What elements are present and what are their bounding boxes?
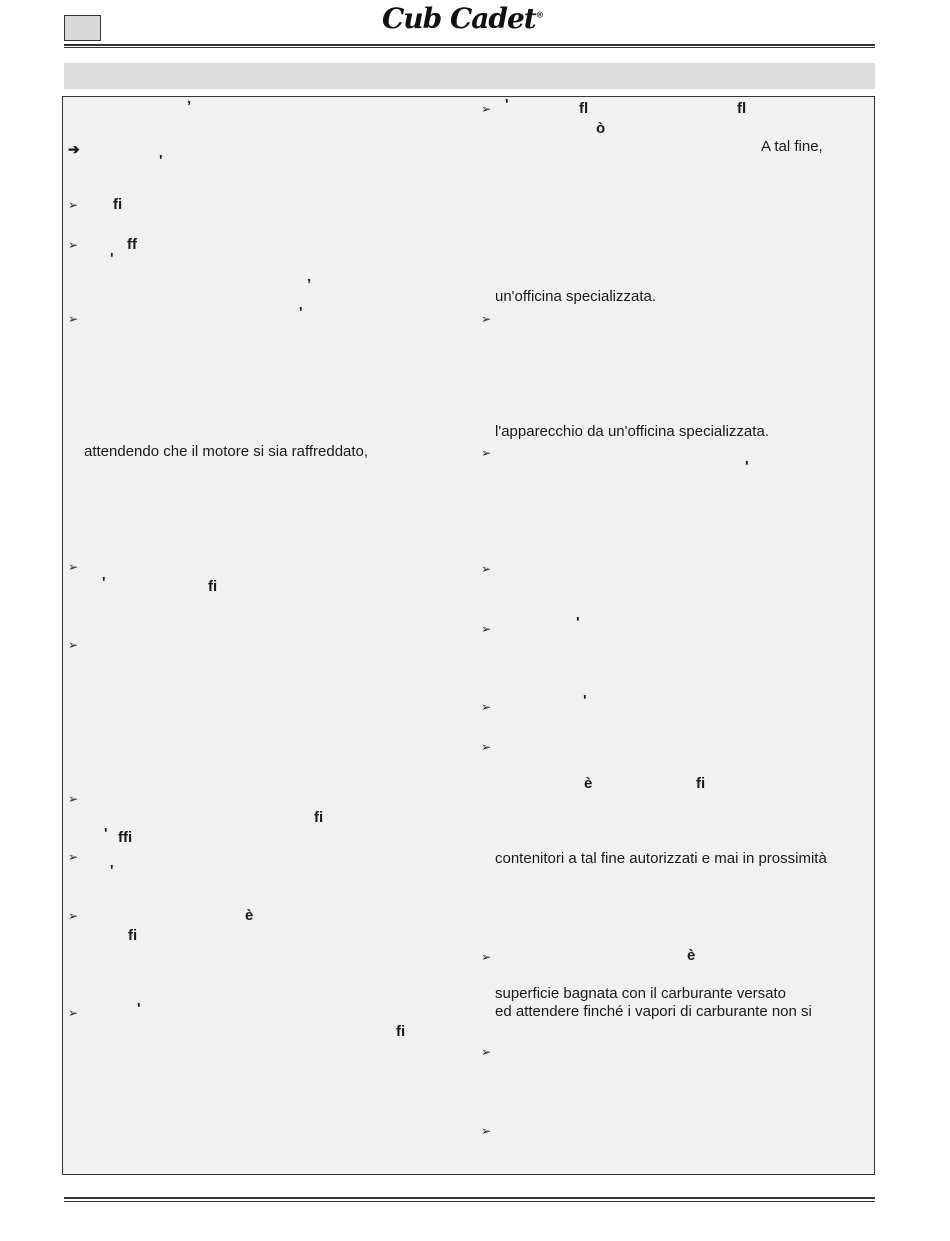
bullet-icon: ➢ [68, 909, 79, 923]
bullet-icon: ➢ [481, 312, 492, 326]
bullet-icon: ➢ [481, 1045, 492, 1059]
header-rule [64, 44, 875, 46]
left-fragment: fi [113, 196, 123, 213]
bullet-icon: ➢ [68, 238, 79, 252]
right-fragment: ' [505, 96, 509, 113]
footer-rule [64, 1197, 875, 1199]
right-fragment: fi [696, 775, 706, 792]
left-text-line: attendendo che il motore si sia raffreddato, [84, 443, 369, 460]
left-fragment: ’ [187, 98, 192, 115]
left-fragment: ' [104, 825, 108, 842]
right-text-line: l'apparecchio da un'officina specializzata. [495, 423, 769, 440]
right-fragment: fl [579, 100, 589, 117]
bullet-icon: ➢ [481, 700, 492, 714]
bullet-icon: ➢ [481, 950, 492, 964]
left-fragment: fi [128, 927, 138, 944]
right-text-line: superficie bagnata con il carburante versato [495, 985, 787, 1002]
left-fragment: fi [208, 578, 218, 595]
page-number-box [64, 15, 101, 41]
right-fragment: ' [583, 692, 587, 709]
bullet-icon: ➢ [68, 560, 79, 574]
brand-logo: Cub Cadet® [382, 2, 543, 35]
left-fragment: fi [396, 1023, 406, 1040]
left-fragment: ' [299, 304, 303, 321]
left-fragment: fi [314, 809, 324, 826]
bullet-icon: ➢ [481, 622, 492, 636]
left-fragment: ' [110, 250, 114, 267]
bullet-icon: ➢ [68, 792, 79, 806]
bullet-icon: ➢ [481, 446, 492, 460]
right-fragment: è [584, 775, 593, 792]
left-fragment: ffi [118, 829, 133, 846]
bullet-icon: ➢ [481, 102, 492, 116]
right-fragment: fl [737, 100, 747, 117]
bullet-icon: ➢ [68, 312, 79, 326]
left-fragment: ' [137, 1000, 141, 1017]
right-text-line: un'officina specializzata. [495, 288, 657, 305]
bullet-icon: ➢ [68, 1006, 79, 1020]
bullet-icon: ➢ [68, 638, 79, 652]
bullet-icon: ➢ [68, 850, 79, 864]
left-fragment: ' [110, 862, 114, 879]
left-fragment: ' [159, 152, 163, 169]
arrow-icon: ➔ [68, 141, 80, 157]
right-fragment: ' [745, 458, 749, 475]
right-fragment: è [687, 947, 696, 964]
footer-rule-thin [64, 1201, 875, 1202]
bullet-icon: ➢ [481, 562, 492, 576]
left-fragment: ’ [307, 276, 312, 293]
left-fragment: ' [102, 574, 106, 591]
bullet-icon: ➢ [481, 740, 492, 754]
header-rule-thin [64, 47, 875, 48]
right-text-line: A tal fine, [761, 138, 823, 155]
right-text-line: ed attendere finché i vapori di carburante non si [495, 1003, 812, 1020]
right-fragment: ' [576, 614, 580, 631]
left-fragment: è [245, 907, 254, 924]
bullet-icon: ➢ [481, 1124, 492, 1138]
bullet-icon: ➢ [68, 198, 79, 212]
left-fragment: ff [127, 236, 137, 253]
section-title-band [64, 63, 875, 89]
right-fragment: ò [596, 120, 606, 137]
right-text-line: contenitori a tal fine autorizzati e mai in prossimità [495, 850, 827, 867]
